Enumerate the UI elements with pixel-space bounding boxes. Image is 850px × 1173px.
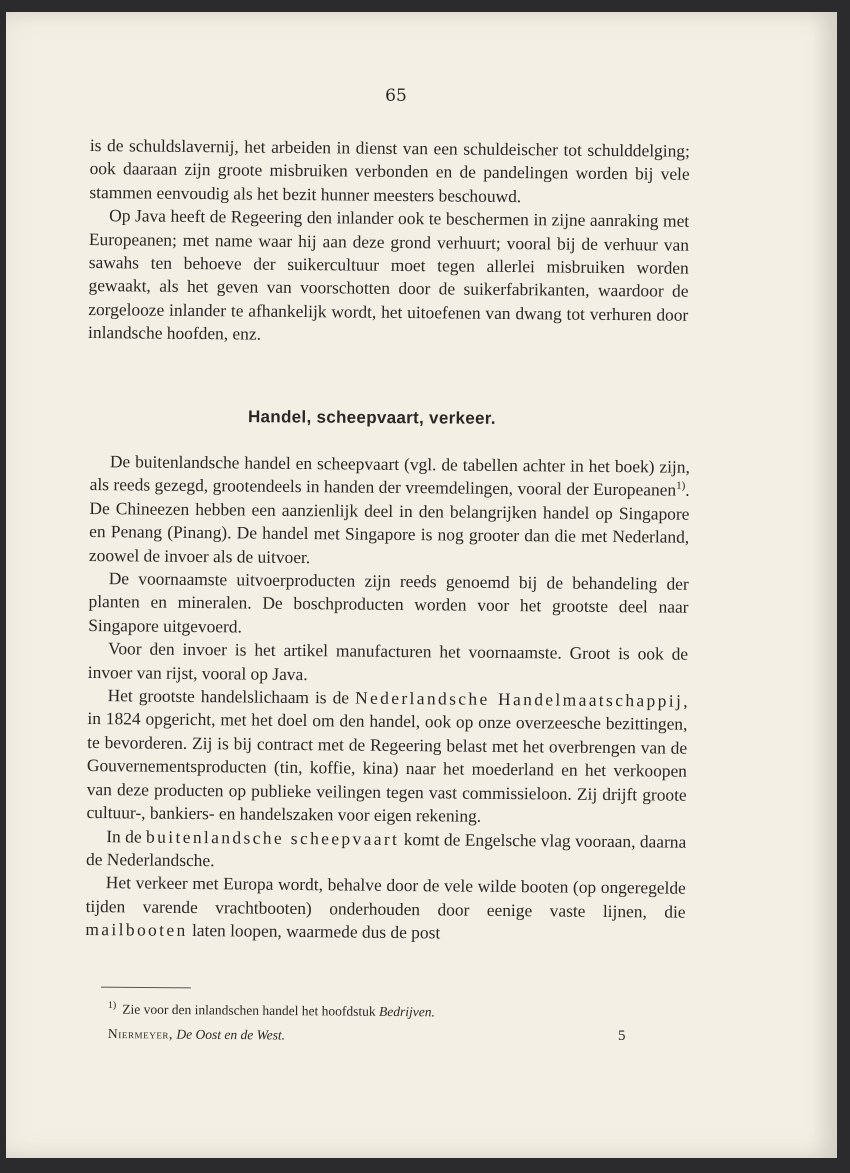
- emphasis-spaced: buitenlandsche scheepvaart: [146, 826, 400, 849]
- signature-book-title: De Oost en de West.: [176, 1026, 286, 1043]
- paragraph: is de schuldslavernij, het arbeiden in dienst van een schuldeischer tot schulddelging; ook daaraan zijn groote misbruiken verbonden en de pandelingen worden bij vele stammen eenvoudig als het bezit hunner meesters beschouwd.: [89, 134, 690, 206]
- footnote-text: Zie voor den inlandschen handel het hoofdstuk: [122, 1001, 376, 1019]
- section-heading: Handel, scheepvaart, verkeer.: [247, 407, 496, 428]
- emphasis-spaced: mailbooten: [85, 919, 188, 941]
- footnote-divider: [101, 987, 191, 989]
- paragraph: [89, 450, 690, 573]
- paragraph-text: De buitenlandsche handel en scheepvaart (vgl. de tabellen achter in het boek) zijn, als reeds gezegd, grootendeels in handen der vreemdelingen, vooral der Europeanen: [89, 451, 690, 501]
- paragraph: [85, 871, 686, 947]
- paragraph: Voor den invoer is het artikel manufacturen het voornaamste. Groot is ook de invoer van rijst, vooral op Java.: [87, 638, 689, 684]
- paragraph: De voornaamste uitvoerproducten zijn reeds genoemd bij de behandeling der planten en mineralen. De boschproducten worden voor het grootste deel naar Singapore uitgevoerd.: [88, 568, 689, 637]
- footnote-italic: Bedrijven.: [379, 1003, 435, 1020]
- emphasis-spaced: Nederlandsche Handelmaatschappij: [355, 687, 684, 711]
- paragraph-text: laten loopen, waarmede dus de post: [191, 920, 441, 943]
- paragraph-text: Het grootste handelslichaam is de: [107, 685, 350, 708]
- paragraph: [86, 824, 686, 877]
- signature-line: [108, 1026, 285, 1044]
- book-page: [6, 12, 837, 1158]
- paragraph-text: komt de Engelsche vlag vooraan, daarna de Nederlandsche.: [85, 828, 687, 871]
- paragraph-text: . De Chineezen hebben een aanzienlijk deel in den belangrijken handel op Singapore en Penang (Pinang). De handel met Singapore is nog grooter dan die met Nederland, zoowel de invoer als de uitvoer.: [88, 480, 690, 567]
- section-text-labour: [88, 134, 690, 350]
- section-text-trade: [85, 450, 690, 947]
- footnote: [108, 1000, 668, 1022]
- paragraph: Op Java heeft de Regeering den inlander ook te beschermen in zijne aanraking met Europeanen; met name waar hij aan deze grond verhuurt; vooral bij de verhuur van sawahs ten behoeve der suikercultuur moet tegen allerlei misbruiken worden gewaakt, als het geven van voorschotten door de suikerfabrikanten, waardoor de zorgelooze inlander te afhankelijk wordt, het uitoefenen van dwang tot verhuren door inlandsche hoofden, enz.: [88, 205, 690, 344]
- paragraph-text: In de: [106, 825, 142, 847]
- paragraph-text: Het verkeer met Europa wordt, behalve door de vele wilde booten (op ongeregelde tijden varende vrachtbooten) onderhouden door eenige vaste lijnen, die: [85, 872, 686, 922]
- page-number: 65: [385, 86, 407, 106]
- signature-author: Niermeyer,: [107, 1026, 174, 1042]
- footnote-marker: 1): [107, 1000, 117, 1012]
- footnote-reference: 1): [676, 480, 686, 493]
- sheet-number: 5: [618, 1028, 626, 1044]
- paragraph: [86, 684, 687, 830]
- paragraph-text: , in 1824 opgericht, met het doel om den handel, ook op onze overzeesche bezittingen, te bevorderen. Zij is bij contract met de Regeering belast met het overbrengen van de Gouvernementsproducten (tin, koffie, kina) naar het moederland en het verkoopen van deze producten op publieke veilingen tegen vast commissieloon. Zij drijft groote cultuur-, bankiers- en handelszaken voor eigen rekening.: [86, 690, 688, 826]
